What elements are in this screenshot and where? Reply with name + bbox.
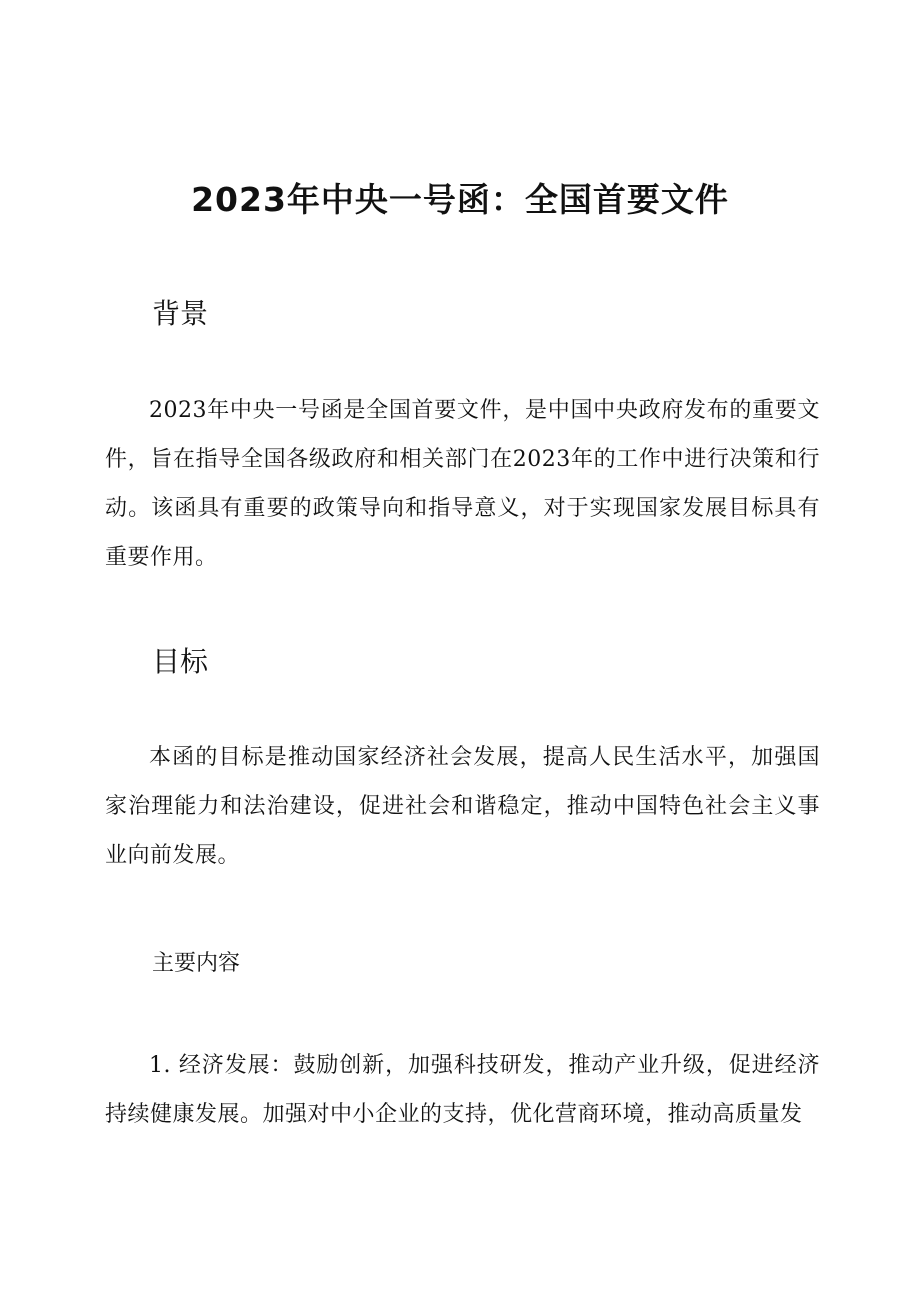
page-title: 2023年中央一号函：全国首要文件 <box>191 180 729 219</box>
main-content-item: 1. 经济发展：鼓励创新，加强科技研发，推动产业升级，促进经济持续健康发展。加强对中小企业的支持，优化营商环境，推动高质量发 <box>105 1053 820 1127</box>
section-heading-goals: 目标 <box>152 645 209 678</box>
goals-paragraph: 本函的目标是推动国家经济社会发展，提高人民生活水平，加强国家治理能力和法治建设，促进社会和谐稳定，推动中国特色社会主义事业向前发展。 <box>105 745 820 868</box>
background-paragraph: 2023年中央一号函是全国首要文件，是中国中央政府发布的重要文件，旨在指导全国各级政府和相关部门在2023年的工作中进行决策和行动。该函具有重要的政策导向和指导意义，对于实现国家发展目标具有重要作用。 <box>105 398 820 570</box>
section-heading-background: 背景 <box>152 297 209 330</box>
main-content-heading: 主要内容 <box>152 951 241 976</box>
